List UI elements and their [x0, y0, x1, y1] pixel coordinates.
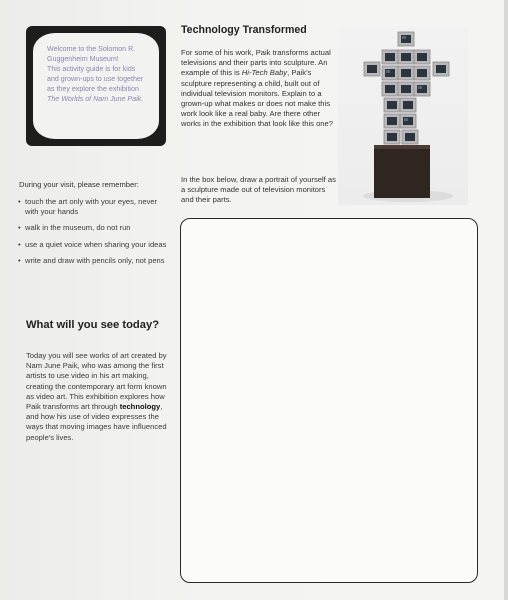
sculpture-photo: [338, 26, 468, 205]
page-edge: [504, 0, 508, 600]
technology-text: , Paik's sculpture representing a child, built out of individual television monitors. Explain to a grown-up what makes or does not make this work look like a real baby. Are there other works in the exhibition that look like this one?: [181, 68, 333, 129]
see-today-heading: What will you see today?: [26, 319, 160, 331]
welcome-tv-screen: [33, 33, 159, 139]
technology-text: For some of his work, Paik transforms actual televisions and their parts into sculpture. An example of this is: [181, 48, 331, 78]
welcome-line: and grown-ups to use together: [47, 75, 144, 84]
artwork-title: Hi-Tech Baby: [241, 68, 288, 78]
see-today-text: Today you will see works of art created by Nam June Paik, who was among the first artists to use video in his art making, creating the contemporary art form known as video art. This exhibition explores how Paik transforms art through: [26, 351, 167, 412]
visit-rule: • touch the art only with your eyes, never with your hands: [18, 197, 168, 217]
drawing-area[interactable]: [180, 218, 478, 583]
technology-heading: Technology Transformed: [181, 24, 307, 36]
welcome-line: as they explore the exhibition: [47, 85, 139, 94]
welcome-tv-frame: [26, 26, 166, 146]
welcome-line: This activity guide is for kids: [47, 65, 136, 74]
visit-rule: • use a quiet voice when sharing your ideas: [18, 240, 168, 250]
technology-body: [181, 48, 333, 130]
tv-sculpture-illustration: [338, 26, 468, 205]
welcome-line: Guggenheim Museum!: [47, 55, 119, 64]
see-today-body: [26, 351, 171, 443]
visit-rules-list: [18, 197, 168, 272]
visit-rule: • walk in the museum, do not run: [18, 223, 168, 233]
drawing-instruction: In the box below, draw a portrait of yourself as a sculpture made out of television monitors and their parts.: [181, 175, 336, 205]
exhibition-title: The Worlds of Nam June Paik.: [47, 95, 144, 104]
technology-emphasis: technology: [119, 402, 161, 412]
visit-intro: During your visit, please remember:: [19, 180, 139, 189]
see-today-text: , and how his use of video expresses the ways that moving images have influenced people's lives.: [26, 402, 167, 442]
visit-rule: • write and draw with pencils only, not pens: [18, 256, 168, 266]
welcome-message: [47, 44, 157, 105]
welcome-line: Welcome to the Solomon R.: [47, 45, 136, 53]
